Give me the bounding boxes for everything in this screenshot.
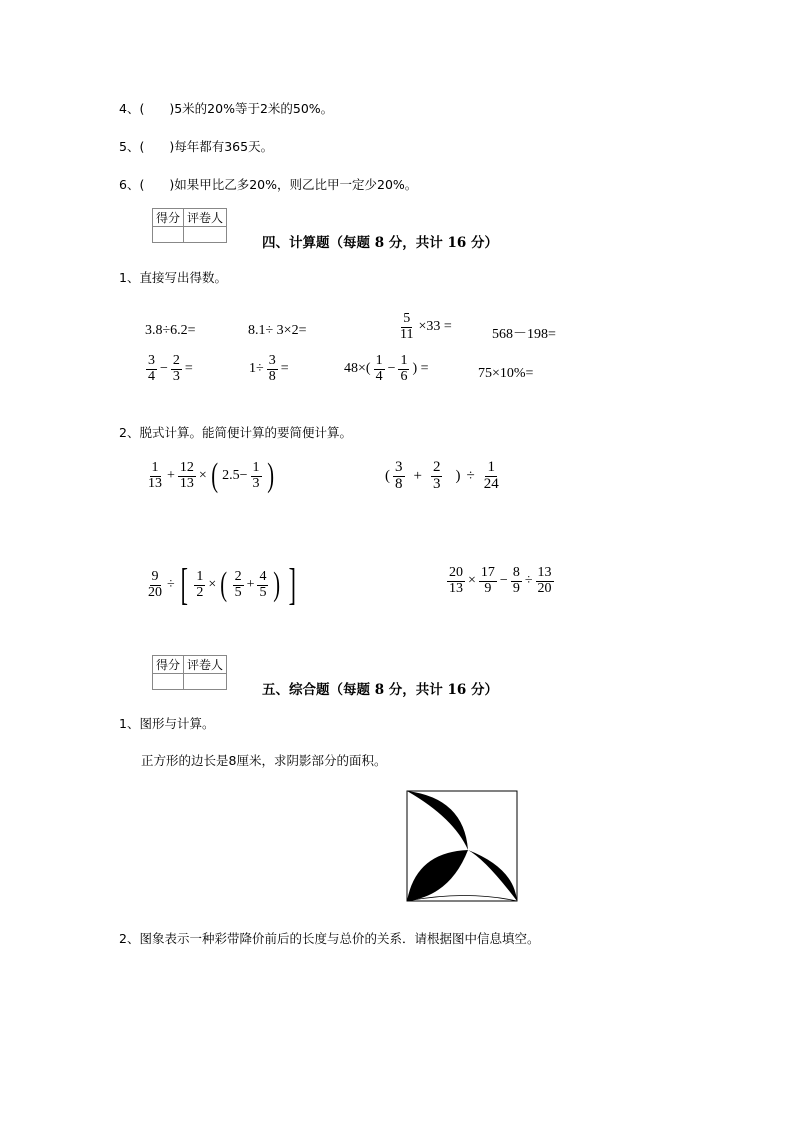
expression-3 xyxy=(145,560,299,609)
fraction-denominator: 13 xyxy=(148,475,162,491)
fraction-numerator: 20 xyxy=(449,565,463,580)
calc-1d: 568－198= xyxy=(492,327,556,342)
fraction-numerator: 1 xyxy=(252,459,260,475)
right-paren: ) xyxy=(273,566,281,603)
calc-2c-head: 48×( xyxy=(344,361,371,377)
operator: ÷ xyxy=(524,573,533,589)
fraction-denominator: 9 xyxy=(484,580,492,596)
calc-1b: 8.1÷ 3×2= xyxy=(248,323,307,338)
left-paren: ( xyxy=(220,566,228,603)
calc-1a: 3.8÷6.2= xyxy=(145,323,196,338)
operator: − xyxy=(160,361,168,377)
operator: + xyxy=(413,467,422,484)
operator: × xyxy=(198,468,207,483)
operator: − xyxy=(387,361,396,377)
fraction-numerator: 17 xyxy=(480,565,495,580)
fraction-numerator: 1 xyxy=(400,353,408,368)
right-paren: ) xyxy=(266,457,274,494)
fraction-numerator: 4 xyxy=(259,568,267,584)
expression-4 xyxy=(446,566,555,596)
fraction-numerator: 9 xyxy=(151,568,159,584)
fraction-denominator: 3 xyxy=(172,368,180,384)
fraction-numerator: 2 xyxy=(432,459,441,475)
expression-2 xyxy=(385,460,502,493)
score-cell[interactable] xyxy=(153,674,184,690)
operator: × xyxy=(208,577,217,592)
grader-cell[interactable] xyxy=(184,674,227,690)
section-title-5: 五、综合题（每题 8 分，共计 16 分） xyxy=(262,682,498,698)
shaded-square-figure xyxy=(406,790,518,902)
right-bracket: ] xyxy=(288,560,296,609)
fraction-denominator: 13 xyxy=(179,475,194,491)
fraction-denominator: 8 xyxy=(268,368,276,384)
left-paren: ( xyxy=(211,457,218,494)
equals: = xyxy=(184,361,193,377)
calc-q1-label: 1、直接写出得数。 xyxy=(119,270,227,285)
question-4: 4、( )5米的20%等于2米的50%。 xyxy=(119,101,334,116)
synth-q2-label: 2、图象表示一种彩带降价前后的长度与总价的关系．请根据图中信息填空。 xyxy=(119,931,540,946)
calc-q2-label: 2、脱式计算。能简便计算的要简便计算。 xyxy=(119,425,352,440)
grader-label: 评卷人 xyxy=(184,209,227,227)
fraction-numerator: 1 xyxy=(375,353,383,368)
fraction-denominator: 3 xyxy=(252,475,260,491)
inner-term: 2.5− xyxy=(222,468,248,483)
fraction-denominator: 3 xyxy=(432,475,441,492)
fraction-denominator: 5 xyxy=(234,584,242,600)
fraction-numerator: 13 xyxy=(537,565,552,580)
fraction-denominator: 20 xyxy=(148,584,162,600)
score-cell[interactable] xyxy=(153,227,184,243)
fraction-numerator: 3 xyxy=(268,353,276,368)
synth-q1-description: 正方形的边长是8厘米，求阴影部分的面积。 xyxy=(141,753,387,768)
operator: + xyxy=(167,468,175,483)
calc-2b-head: 1÷ xyxy=(249,361,264,377)
fraction-denominator: 20 xyxy=(537,580,552,596)
equals: = xyxy=(280,361,289,377)
fraction-denominator: 13 xyxy=(449,580,463,596)
left-bracket: [ xyxy=(180,560,188,609)
operator: + xyxy=(246,577,255,592)
fraction-denominator: 4 xyxy=(148,368,155,384)
operator: − xyxy=(499,573,508,589)
grader-cell[interactable] xyxy=(184,227,227,243)
operator: × xyxy=(468,573,476,589)
fraction-numerator: 2 xyxy=(172,353,180,368)
fraction-denominator: 6 xyxy=(400,368,408,384)
fraction-numerator: 2 xyxy=(234,568,242,584)
operator: ÷ xyxy=(466,467,475,484)
fraction-denominator: 2 xyxy=(196,584,204,600)
calc-1c-tail: ×33 = xyxy=(418,319,452,335)
section-title-4: 四、计算题（每题 8 分，共计 16 分） xyxy=(262,235,498,251)
fraction-numerator: 1 xyxy=(151,459,159,475)
calc-2b xyxy=(249,354,289,384)
calc-2c xyxy=(344,354,429,384)
fraction-numerator: 12 xyxy=(179,459,194,475)
synth-q1-label: 1、图形与计算。 xyxy=(119,716,215,731)
fraction-denominator: 11 xyxy=(400,326,414,342)
fraction-denominator: 5 xyxy=(259,584,267,600)
score-label: 得分 xyxy=(153,209,184,227)
operator: ÷ xyxy=(167,577,175,592)
left-paren: ( xyxy=(385,467,390,484)
grader-label: 评卷人 xyxy=(184,656,227,674)
score-table xyxy=(152,655,227,690)
fraction-numerator: 1 xyxy=(196,568,204,584)
fraction-denominator: 8 xyxy=(395,475,403,492)
fraction-denominator: 24 xyxy=(483,475,499,492)
calc-2d: 75×10%= xyxy=(478,366,534,381)
fraction-denominator: 9 xyxy=(512,580,520,596)
question-5: 5、( )每年都有365天。 xyxy=(119,139,274,154)
fraction-denominator: 4 xyxy=(375,368,383,384)
fraction-numerator: 3 xyxy=(148,353,155,368)
calc-2c-tail: ) = xyxy=(412,361,429,377)
score-label: 得分 xyxy=(153,656,184,674)
fraction-numerator: 1 xyxy=(487,459,495,475)
expression-1 xyxy=(145,459,276,493)
right-paren: ) xyxy=(455,467,461,484)
fraction-numerator: 3 xyxy=(395,459,403,475)
fraction-numerator: 5 xyxy=(403,311,411,326)
score-table xyxy=(152,208,227,243)
question-6: 6、( )如果甲比乙多20%，则乙比甲一定少20%。 xyxy=(119,177,418,192)
calc-1c xyxy=(397,312,452,342)
calc-2a xyxy=(145,354,193,384)
fraction-numerator: 8 xyxy=(512,565,520,580)
